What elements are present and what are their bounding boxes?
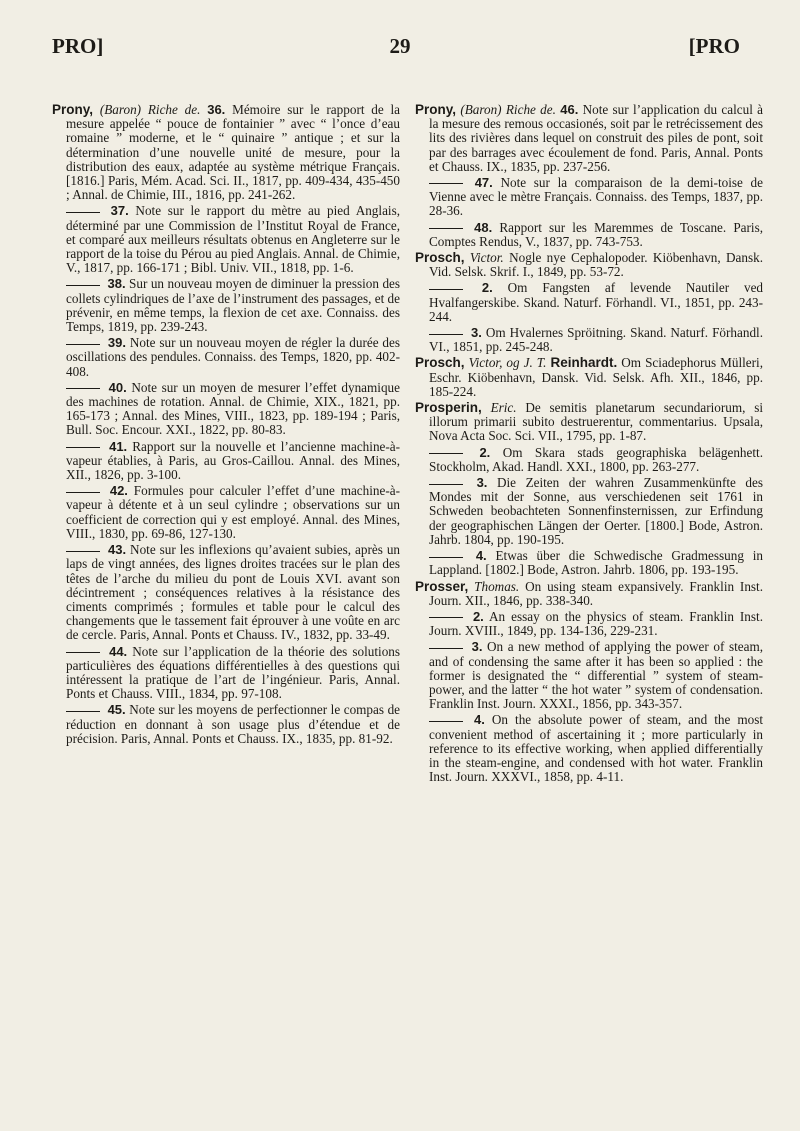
bib-entry: [415, 251, 763, 279]
entry-number: 2.: [481, 280, 493, 296]
ditto-dash: [66, 344, 100, 345]
author-given: Thomas.: [474, 578, 520, 594]
bib-subentry: [415, 326, 763, 354]
ditto-dash: [429, 289, 463, 290]
author-name: Prosperin,: [415, 400, 482, 416]
bib-entry: [52, 103, 400, 202]
entry-text: Formules pour calculer l’effet d’une machine-à-vapeur à détente et à un seul cylindre ; observations sur un coefficient de correction qui y est employé. Annal. des Mines, VIII., 1830, pp. 69-86, 127-130.: [66, 483, 400, 541]
entry-number: 4.: [474, 712, 485, 728]
entry-text: De semitis planetarum secundariorum, si illorum primarii subito destruerentur, commentarius. Upsala, Nova Acta Soc. Sci. VII., 1795, pp. 1-87.: [429, 400, 763, 444]
bib-subentry: [52, 277, 400, 334]
entry-number: 3.: [471, 639, 483, 655]
entry-text: Etwas über die Schwedische Gradmessung in Lappland. [1802.] Bode, Astron. Jahrb. 1806, pp. 193-195.: [429, 548, 764, 578]
bib-subentry: [52, 440, 400, 483]
ditto-dash: [66, 551, 100, 552]
entry-number: 37.: [110, 203, 129, 219]
author-name: Reinhardt.: [550, 355, 618, 371]
right-column: [415, 103, 763, 786]
bib-subentry: [415, 476, 763, 547]
bib-subentry: [415, 176, 763, 219]
entry-text: Die Zeiten der wahren Zusammenkünfte des Mondes mit der Sonne, aus verschiedenen seit 1761 in Schweden beobachteten Sonnenfinsternissen, zur Erfindung der geographischen Längen der Oerter. [1800.] Bode, Astron. Jahrb. 1804, pp. 190-195.: [429, 475, 763, 547]
ditto-dash: [66, 711, 100, 712]
ditto-dash: [429, 557, 463, 558]
entry-text: On the absolute power of steam, and the most convenient method of ascertaining it ; more particularly in reference to its effective working, when applied differentially in the steam-engine, and condensed with hot water. Franklin Inst. Journ. XXXVI., 1858, pp. 4-11.: [429, 712, 764, 785]
bib-subentry: [52, 336, 400, 379]
ditto-dash: [66, 652, 100, 653]
header-left: PRO]: [52, 34, 104, 58]
ditto-dash: [66, 447, 100, 448]
ditto-dash: [66, 285, 100, 286]
author-name: Prosser,: [415, 578, 469, 594]
entry-text: Nogle nye Cephalopoder. Kiöbenhavn, Dansk. Vid. Selsk. Skrif. I., 1849, pp. 53-72.: [429, 250, 764, 280]
entry-text: Rapport sur la nouvelle et l’ancienne machine-à-vapeur établies, à Paris, au Gros-Caillou. Annal. des Mines, XII., 1826, pp. 3-100.: [66, 438, 401, 483]
bib-entry: [415, 401, 763, 444]
entry-text: Note sur le rapport du mètre au pied Anglais, déterminé par une Commission de l’Institut Royal de France, et comparé aux meilleurs résultats obtenus en Angleterre sur le rapport de la toise du Pérou au pied Anglais. Annal. de Chimie, V., 1817, pp. 166-171 ; Bibl. Univ. VII., 1818, pp. 1-6.: [66, 203, 401, 276]
entry-number: 40.: [108, 379, 127, 395]
bib-subentry: [415, 281, 763, 324]
ditto-dash: [66, 492, 100, 493]
header-right: [PRO: [688, 34, 740, 58]
entry-number: 38.: [107, 276, 126, 292]
author-name: Prony,: [52, 102, 94, 117]
ditto-dash: [429, 617, 463, 618]
author-given: Eric.: [490, 400, 517, 416]
bib-subentry: [415, 713, 763, 784]
entry-number: 43.: [107, 542, 127, 558]
author-name: Prosch,: [415, 250, 465, 266]
bib-entry: [415, 580, 763, 608]
ditto-dash: [429, 453, 463, 454]
entry-text: Note sur l’application du calcul à la mesure des remous occasionés, soit par le retrécissement des lits des rivières dans lequel on construit des piles de pont, soit par des barrages avec écoulement de fond. Paris, Annal. Ponts et Chauss. IX., 1835, pp. 237-256.: [429, 102, 764, 174]
author-given: (Baron) Riche de.: [99, 102, 201, 117]
ditto-dash: [429, 484, 463, 485]
bib-subentry: [415, 221, 763, 249]
entry-text: Om Fangsten af levende Nautiler ved Hvalfangerskibe. Skand. Naturf. Förhandl. VI., 1851, pp. 243-244.: [429, 280, 764, 324]
ditto-dash: [429, 721, 463, 722]
ditto-dash: [429, 334, 463, 335]
bib-subentry: [52, 543, 400, 642]
author-given: Victor.: [469, 250, 504, 266]
entry-text: Note sur un moyen de mesurer l’effet dynamique des machines de rotation. Annal. de Chimie, XIX., 1821, pp. 165-173 ; Annal. des Mines, VIII., 1823, pp. 189-194 ; Paris, Bull. Soc. Encour. XXI., 1822, pp. 80-83.: [66, 379, 400, 438]
bib-subentry: [415, 446, 763, 474]
entry-number: 48.: [474, 219, 493, 235]
entry-number: 44.: [109, 643, 128, 659]
entry-text: Note sur un nouveau moyen de régler la durée des oscillations des pendules. Connaiss. des Temps, 1820, pp. 402-408.: [66, 335, 401, 379]
author-name: Prosch,: [415, 355, 465, 371]
entry-number: 4.: [475, 548, 487, 564]
bib-subentry: [52, 204, 400, 275]
left-column: [52, 103, 400, 748]
entry-text: Note sur la comparaison de la demi-toise de Vienne avec le mètre Français. Connaiss. des Temps, 1837, pp. 28-36.: [429, 175, 763, 219]
ditto-dash: [429, 228, 463, 229]
bib-subentry: [52, 703, 400, 746]
entry-text: Om Sciadephorus Mülleri, Eschr. Kiöbenhavn, Dansk. Vid. Selsk. Afh. XII., 1846, pp. 185-224.: [429, 355, 764, 399]
entry-number: 3.: [471, 325, 482, 341]
entry-text: An essay on the physics of steam. Franklin Inst. Journ. XVIII., 1849, pp. 134-136, 229-231.: [429, 608, 763, 639]
ditto-dash: [429, 183, 463, 184]
page-header: [0, 34, 800, 64]
entry-number: 3.: [476, 475, 488, 491]
author-given: (Baron) Riche de.: [460, 102, 556, 117]
entry-text: Rapport sur les Maremmes de Toscane. Paris, Comptes Rendus, V., 1837, pp. 743-753.: [429, 219, 764, 249]
entry-text: Note sur les moyens de perfectionner le compas de réduction en donnant à son usage plus d’étendue et de précision. Paris, Annal. Ponts et Chauss. IX., 1835, pp. 81-92.: [66, 702, 401, 746]
ditto-dash: [429, 648, 463, 649]
entry-number: 47.: [474, 175, 493, 191]
entry-text: Sur un nouveau moyen de diminuer la pression des collets cylindriques de l’axe de l’instrument des passages, et de prévenir, en même temps, la flexion de cet axe. Connaiss. des Temps, 1819, pp. 239-243.: [66, 276, 401, 335]
author-name: Prony,: [415, 102, 457, 117]
entry-text: On using steam expansively. Franklin Inst. Journ. XII., 1846, pp. 338-340.: [429, 578, 764, 608]
entry-text: Note sur les inflexions qu’avaient subies, après un laps de vingt années, des lignes droites tracées sur le plan des têtes de l’arche du milieu du pont de Louis XVI. avant son décintrement ; conséquences relatives à la résistance des ciments comprimés ; formules et table pour le calcul des changements que le tassement fait éprouver à une voûte en arc de cercle. Paris, Annal. Ponts et Chauss. IV., 1832, pp. 33-49.: [66, 542, 401, 643]
bib-subentry: [52, 381, 400, 438]
entry-text: On a new method of applying the power of steam, and of condensing the same after it has been so applied : the former is designated the “ differential ” system of steam-power, and the latter “ the hot water ” system of condensation. Franklin Inst. Journ. XXXI., 1856, pp. 343-357.: [429, 639, 764, 712]
bib-subentry: [415, 610, 763, 638]
bib-entry: [415, 356, 763, 399]
entry-number: 42.: [109, 483, 128, 499]
entry-number: 36.: [207, 102, 226, 117]
entry-number: 2.: [472, 608, 484, 624]
bib-subentry: [415, 549, 763, 577]
entry-number: 46.: [560, 102, 579, 117]
entry-text: Note sur l’application de la théorie des solutions particulières des équations différentielles à des questions qui intéressent la pratique de l’art de l’ingénieur. Paris, Annal. Ponts et Chauss. VIII., 1834, pp. 97-108.: [66, 643, 401, 702]
ditto-dash: [66, 388, 100, 389]
entry-text: Om Skara stads geographiska belägenhett. Stockholm, Akad. Handl. XXI., 1800, pp. 263-277.: [429, 444, 764, 474]
entry-text: Mémoire sur le rapport de la mesure appelée “ pouce de fontainier ” avec “ l’once d’eau romaine ” moderne, et le “ quinaire ” antique ; et sur la détermination d’une nouvelle unité de mesure, pour la distribution des eaux, adaptée au système métrique Français. [1816.] Paris, Mém. Acad. Sci. II., 1817, pp. 409-434, 435-450 ; Annal. de Chimie, III., 1816, pp. 241-262.: [66, 102, 401, 203]
ditto-dash: [66, 212, 100, 213]
entry-number: 39.: [107, 335, 126, 351]
page-number: 29: [389, 34, 411, 58]
author-given: Victor, og J. T.: [468, 355, 547, 371]
entry-text: Om Hvalernes Spröitning. Skand. Naturf. Förhandl. VI., 1851, pp. 245-248.: [429, 325, 764, 355]
entry-number: 2.: [479, 444, 491, 460]
bib-subentry: [52, 645, 400, 702]
entry-number: 45.: [107, 702, 126, 718]
bib-entry: [415, 103, 763, 174]
bib-subentry: [52, 484, 400, 541]
entry-number: 41.: [109, 438, 128, 454]
bib-subentry: [415, 640, 763, 711]
